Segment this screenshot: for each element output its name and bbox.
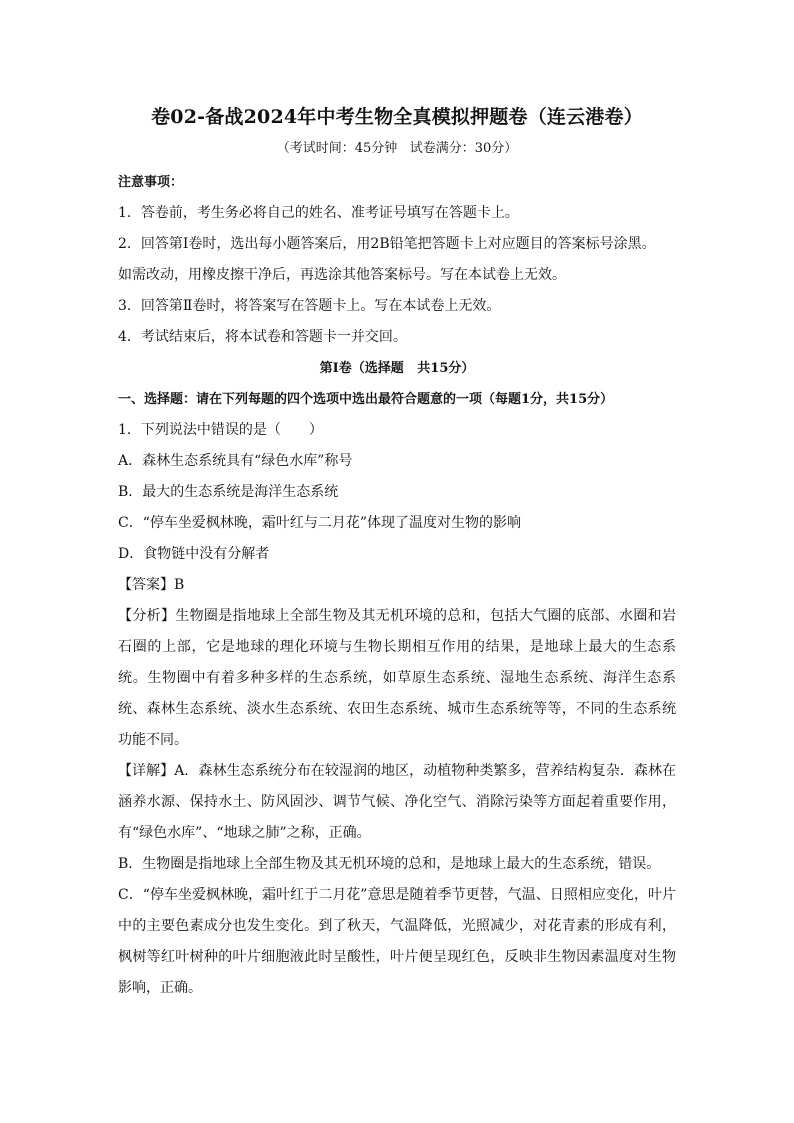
note-item-2-continued: 如需改动，用橡皮擦干净后，再选涂其他答案标号。写在本试卷上无效。 xyxy=(118,267,566,283)
analysis-text: 生物圈是指地球上全部生物及其无机环境的总和，包括大气圈的底部、水圈和岩石圈的上部，它是地球的理化环境与生物长期相互作用的结果，是地球上最大的生态系统。生物圈中有着多种多样的生态系统，如草原生态系统、湿地生态系统、海洋生态系统、森林生态系统、淡水生态系统、农田生态系统、城市生态系统等等，不同的生态系统功能不同。 xyxy=(118,608,677,748)
exam-info: （考试时间：45分钟 试卷满分：30分） xyxy=(276,141,518,156)
page-title: 卷02-备战2024年中考生物全真模拟押题卷（连云港卷） xyxy=(151,106,643,128)
notes-heading: 注意事项： xyxy=(118,175,184,190)
analysis-paragraph xyxy=(118,601,676,756)
option-b: B．最大的生态系统是海洋生态系统 xyxy=(118,484,339,500)
option-d: D．食物链中没有分解者 xyxy=(118,546,270,562)
detail-paragraph-b: B．生物圈是指地球上全部生物及其无机环境的总和，是地球上最大的生态系统，错误。 xyxy=(118,856,661,872)
answer-line: 【答案】B xyxy=(118,577,185,593)
section-title: 第Ⅰ卷（选择题 共15分） xyxy=(319,361,475,376)
section-instruction: 一、选择题：请在下列每题的四个选项中选出最符合题意的一项（每题1分，共15分） xyxy=(118,392,614,407)
detail-paragraph-c: C．“停车坐爱枫林晚，霜叶红于二月花”意思是随着季节更替，气温、日照相应变化，叶片中的主要色素成分也发生变化。到了秋天，气温降低，光照减少，对花青素的形成有利，枫树等红叶树种的叶片细胞液此时呈酸性，叶片便呈现红色，反映非生物因素温度对生物影响，正确。 xyxy=(118,887,676,996)
analysis-label: 【分析】 xyxy=(118,608,176,624)
option-a: A．森林生态系统具有“绿色水库”称号 xyxy=(118,453,353,469)
note-item-2: 2．回答第Ⅰ卷时，选出每小题答案后，用2B铅笔把答题卡上对应题目的答案标号涂黑。 xyxy=(118,236,656,252)
note-item-1: 1．答卷前，考生务必将自己的姓名、准考证号填写在答题卡上。 xyxy=(118,205,519,221)
note-item-4: 4．考试结束后，将本试卷和答题卡一并交回。 xyxy=(118,329,407,345)
detail-label: 【详解】 xyxy=(118,763,175,779)
question-stem: 1．下列说法中错误的是（ ） xyxy=(118,422,323,438)
note-item-3: 3．回答第Ⅱ卷时，将答案写在答题卡上。写在本试卷上无效。 xyxy=(118,298,501,314)
option-c: C．“停车坐爱枫林晚，霜叶红与二月花”体现了温度对生物的影响 xyxy=(118,515,522,531)
detail-a-text: A．森林生态系统分布在较湿润的地区，动植物种类繁多，营养结构复杂．森林在涵养水源、保持水土、防风固沙、调节气候、净化空气、消除污染等方面起着重要作用，有“绿色水库”、“地球之肺”之称，正确。 xyxy=(118,763,677,841)
detail-paragraph-a xyxy=(118,756,676,849)
